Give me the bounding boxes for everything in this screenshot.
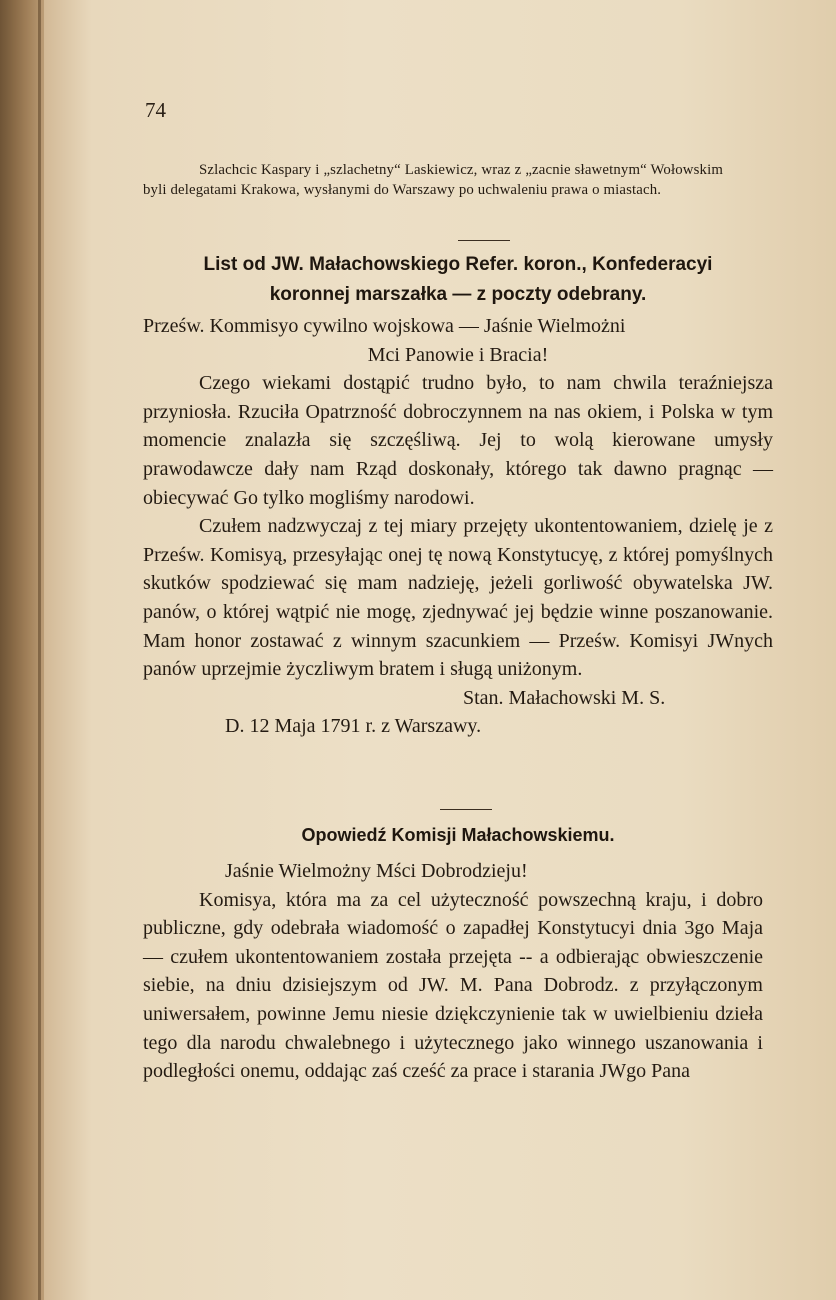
spine-edge [38,0,41,1300]
letter-salutation [143,312,773,369]
letter-paragraph-2: Czułem nadzwyczaj z tej miary przejęty ukontentowaniem, dzielę je z Prześw. Komisyą, przesyłając onej tę nową Konstytucyę, z której pomyślnych skutków spodziewać się mam nadzieję, jeżeli gorliwość obywatelska JW. panów, o której wątpić nie mogę, zjednywać jej będzie winne poszanowanie. Mam honor zostawać z winnym szacunkiem — Prześw. Komisyi JWnych panów uprzejmie życzliwym bratem i sługą uniżonym. [143,515,773,681]
letter-salutation-line-1: Prześw. Kommisyo cywilno wojskowa — Jaśnie Wielmożni [143,315,626,337]
letter-body [143,312,773,741]
reply-paragraph-1: Komisya, która ma za cel użyteczność powszechną kraju, i dobro publiczne, gdy odebrała wiadomość o zapadłej Konstytucyi dnia 3go Maja — czułem ukontentowaniem została przejęta -- a odbierając obwieszczenie siebie, na dniu dzisiejszym od JW. M. Pana Dobrodz. z przyłączonym uniwersałem, powinne Jemu niesie dziękczynienie tak w uwielbieniu dzieła tego dla narodu chwalebnego i użytecznego jako winnego uszanowania i podległości onemu, oddając zaś cześć za prace i starania JWgo Pana [143,888,763,1083]
letter-salutation-line-2: Mci Panowie i Bracia! [367,343,549,366]
letter-date: D. 12 Maja 1791 r. z Warszawy. [225,715,482,738]
page-number: 74 [145,98,166,122]
reply-salutation: Jaśnie Wielmożny Mści Dobrodzieju! [225,860,528,882]
letter-paragraph-1: Czego wiekami dostąpić trudno było, to nam chwila teraźniejsza przyniosła. Rzuciła Opatrzność dobroczynnem na nas okiem, i Polska w tym momencie znalazła się szczęśliwą. Jej to wolą kierowane umysły prawodawcze dały nam Rząd doskonały, którego tak dawno pragnąc — obiecywać Go tylko mogliśmy narodowi. [143,372,773,509]
letter-signature: Stan. Małachowski M. S. [463,686,666,709]
section-divider [458,240,510,241]
letter-heading-line-1: List od JW. Małachowskiego Refer. koron., Konfederacyi [203,254,713,275]
intro-note [143,160,723,200]
reply-body [143,857,763,1086]
letter-heading-line-2: koronnej marszałka — z poczty odebrany. [269,284,647,305]
letter-heading [143,250,773,310]
reply-heading: Opowiedź Komisji Małachowskiemu. [301,825,615,845]
intro-paragraph: Szlachcic Kaspary i „szlachetny“ Laskiewicz, wraz z „zacnie sławetnym“ Wołowskim byli delegatami Krakowa, wysłanymi do Warszawy po uchwaleniu prawa o miastach. [143,162,723,198]
section-divider-2 [440,809,492,810]
